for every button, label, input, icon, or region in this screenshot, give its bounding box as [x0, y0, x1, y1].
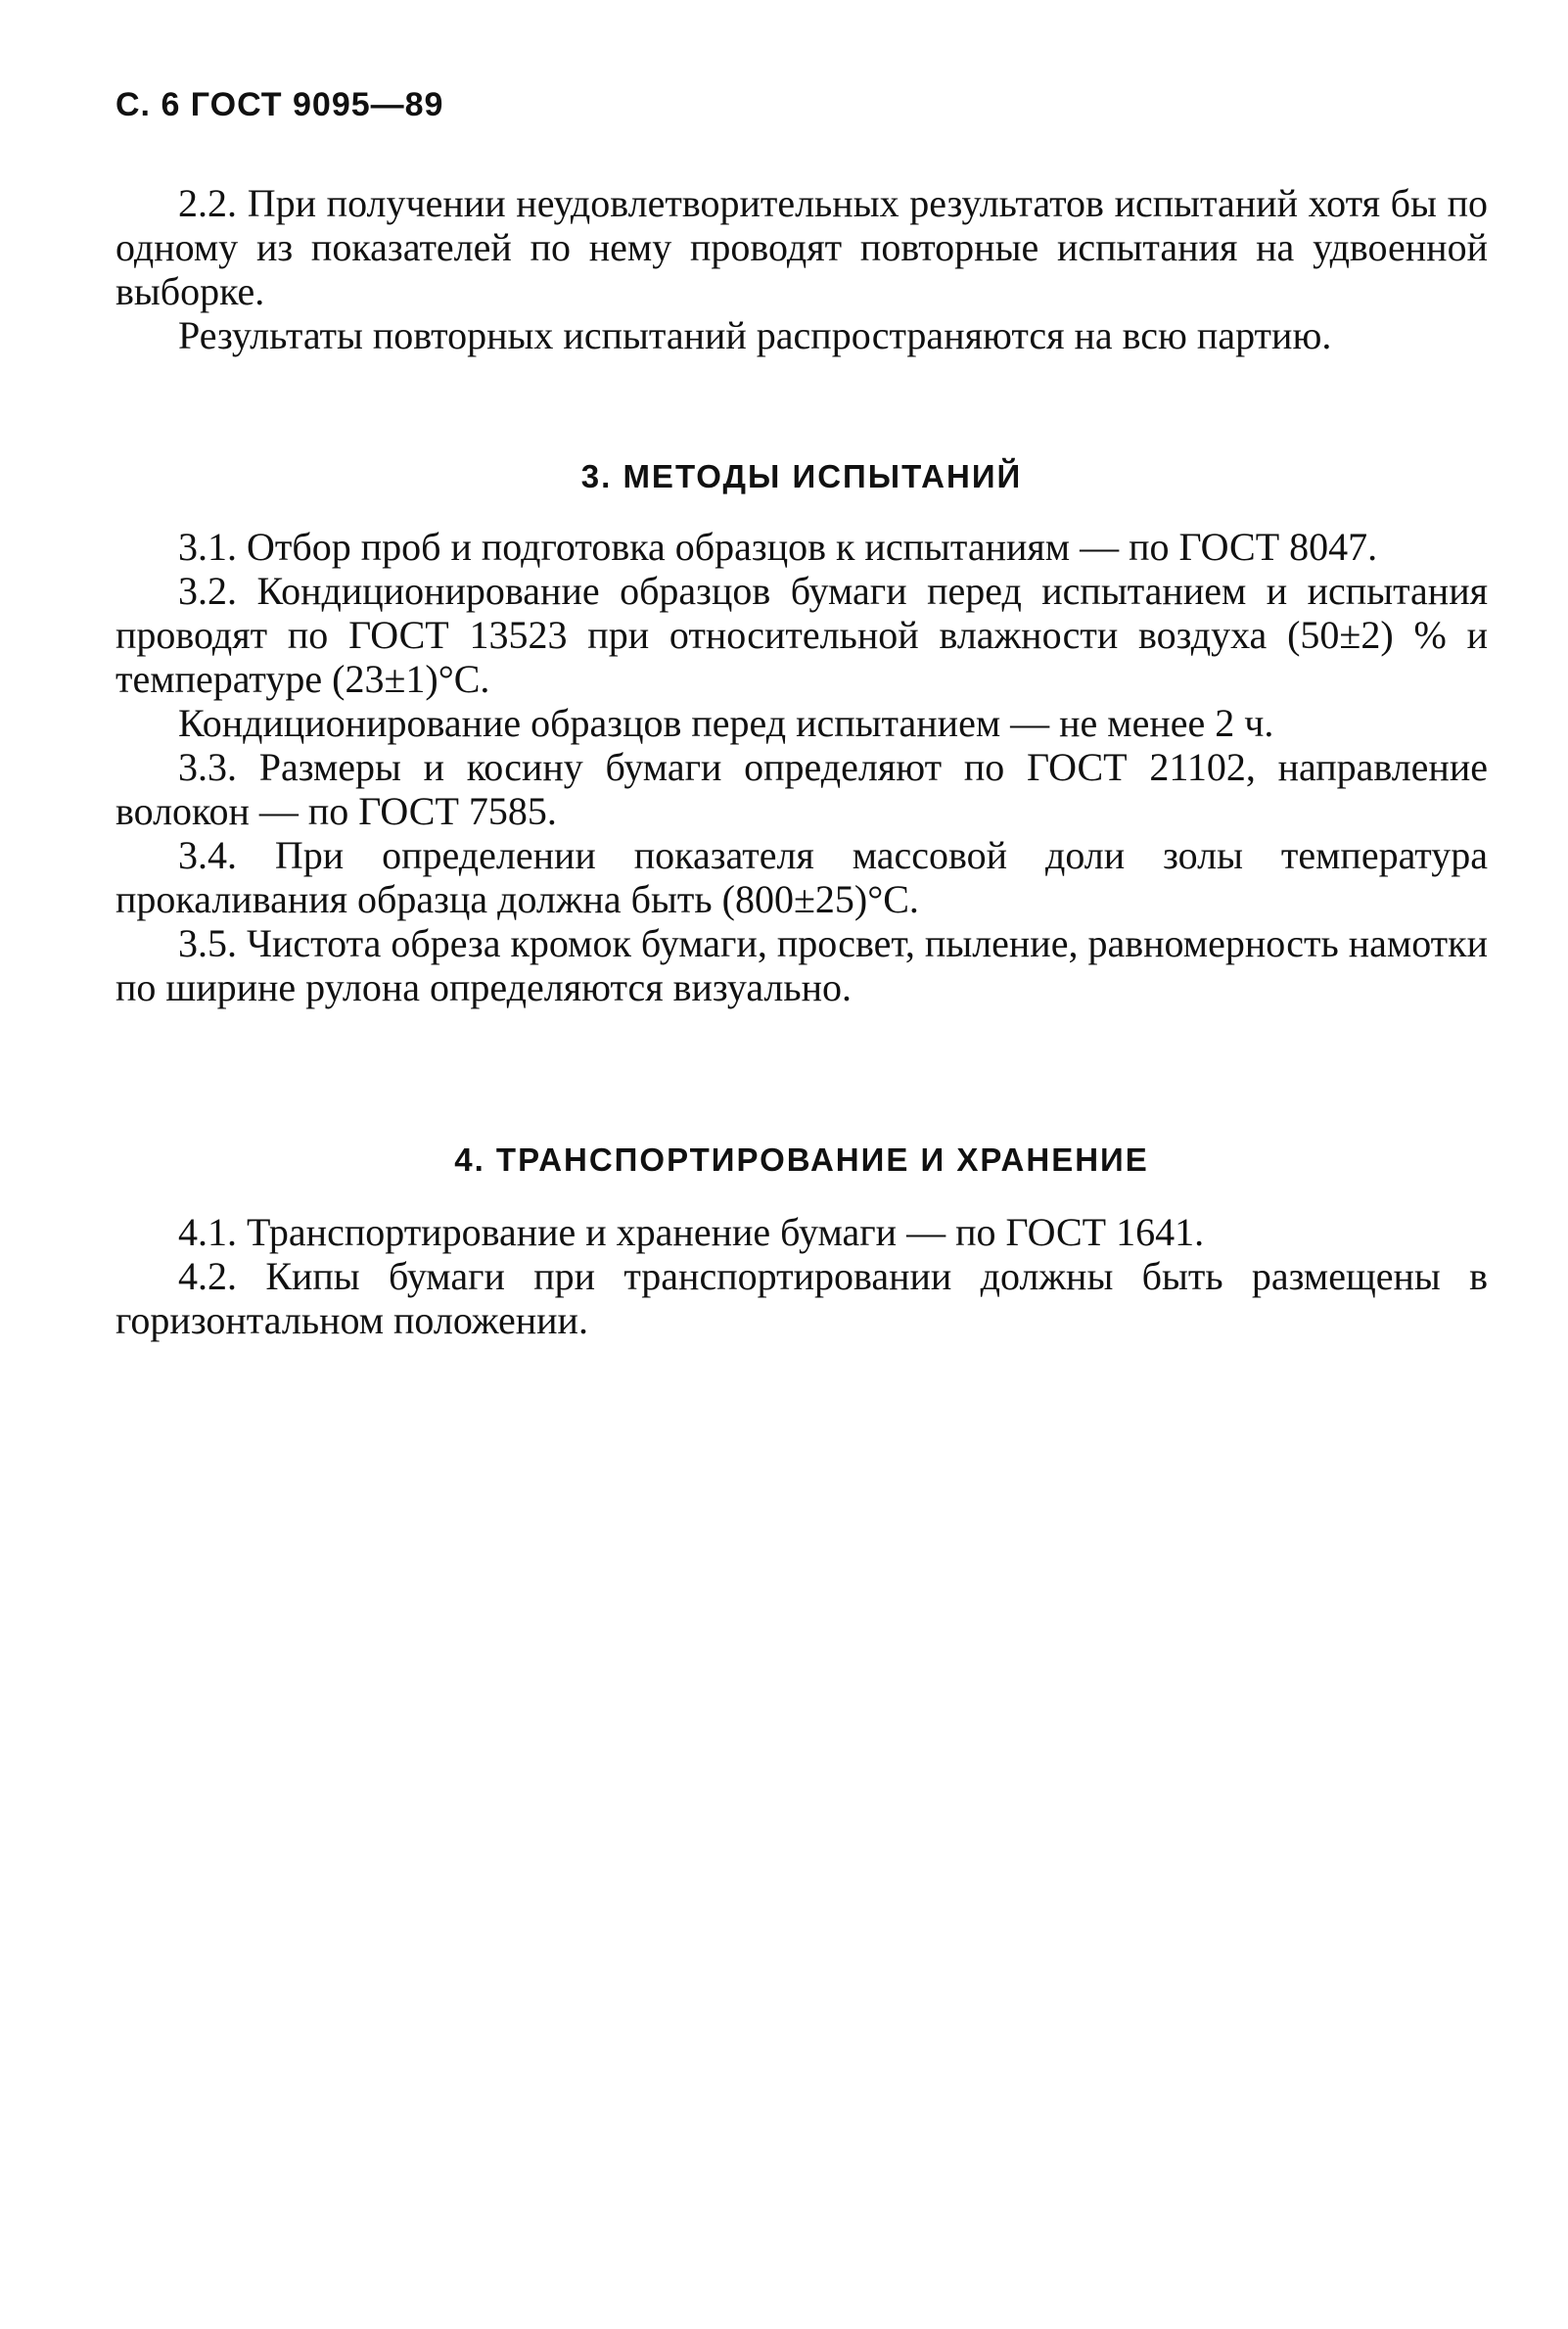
paragraph-3-2-duration: Кондиционирование образцов перед испытанием — не менее 2 ч. [178, 701, 1274, 745]
section-4-text [115, 1210, 1488, 1342]
paragraph-3-1: 3.1. Отбор проб и подготовка образцов к испытаниям — по ГОСТ 8047. [178, 525, 1378, 569]
paragraph-3-3: 3.3. Размеры и косину бумаги определяют по ГОСТ 21102, направление волокон — по ГОСТ 7585. [115, 745, 1488, 833]
paragraph-3-2: 3.2. Кондиционирование образцов бумаги перед испытанием и испытания проводят по ГОСТ 13523 при относительной влажности воздуха (50±2) % и температуре (23±1)°С. [115, 569, 1488, 701]
paragraph-2-2: 2.2. При получении неудовлетворительных результатов испытаний хотя бы по одному из показателей по нему проводят повторные испытания на удвоенной выборке. [115, 181, 1488, 313]
running-head: С. 6 ГОСТ 9095—89 [115, 86, 444, 123]
section-3-heading: 3. МЕТОДЫ ИСПЫТАНИЙ [580, 458, 1023, 494]
paragraph-2-2-results: Результаты повторных испытаний распространяются на всю партию. [178, 313, 1332, 357]
paragraph-3-4: 3.4. При определении показателя массовой доли золы температура прокаливания образца должна быть (800±25)°С. [115, 833, 1488, 921]
paragraph-4-1: 4.1. Транспортирование и хранение бумаги — по ГОСТ 1641. [178, 1210, 1205, 1254]
section-4-heading: 4. ТРАНСПОРТИРОВАНИЕ И ХРАНЕНИЕ [454, 1141, 1149, 1178]
paragraph-3-5: 3.5. Чистота обреза кромок бумаги, просвет, пыление, равномерность намотки по ширине рулона определяются визуально. [115, 921, 1488, 1009]
section-3-text [115, 525, 1488, 1009]
paragraph-4-2: 4.2. Кипы бумаги при транспортировании должны быть размещены в горизонтальном положении. [115, 1254, 1488, 1342]
section-2-text [115, 181, 1488, 357]
